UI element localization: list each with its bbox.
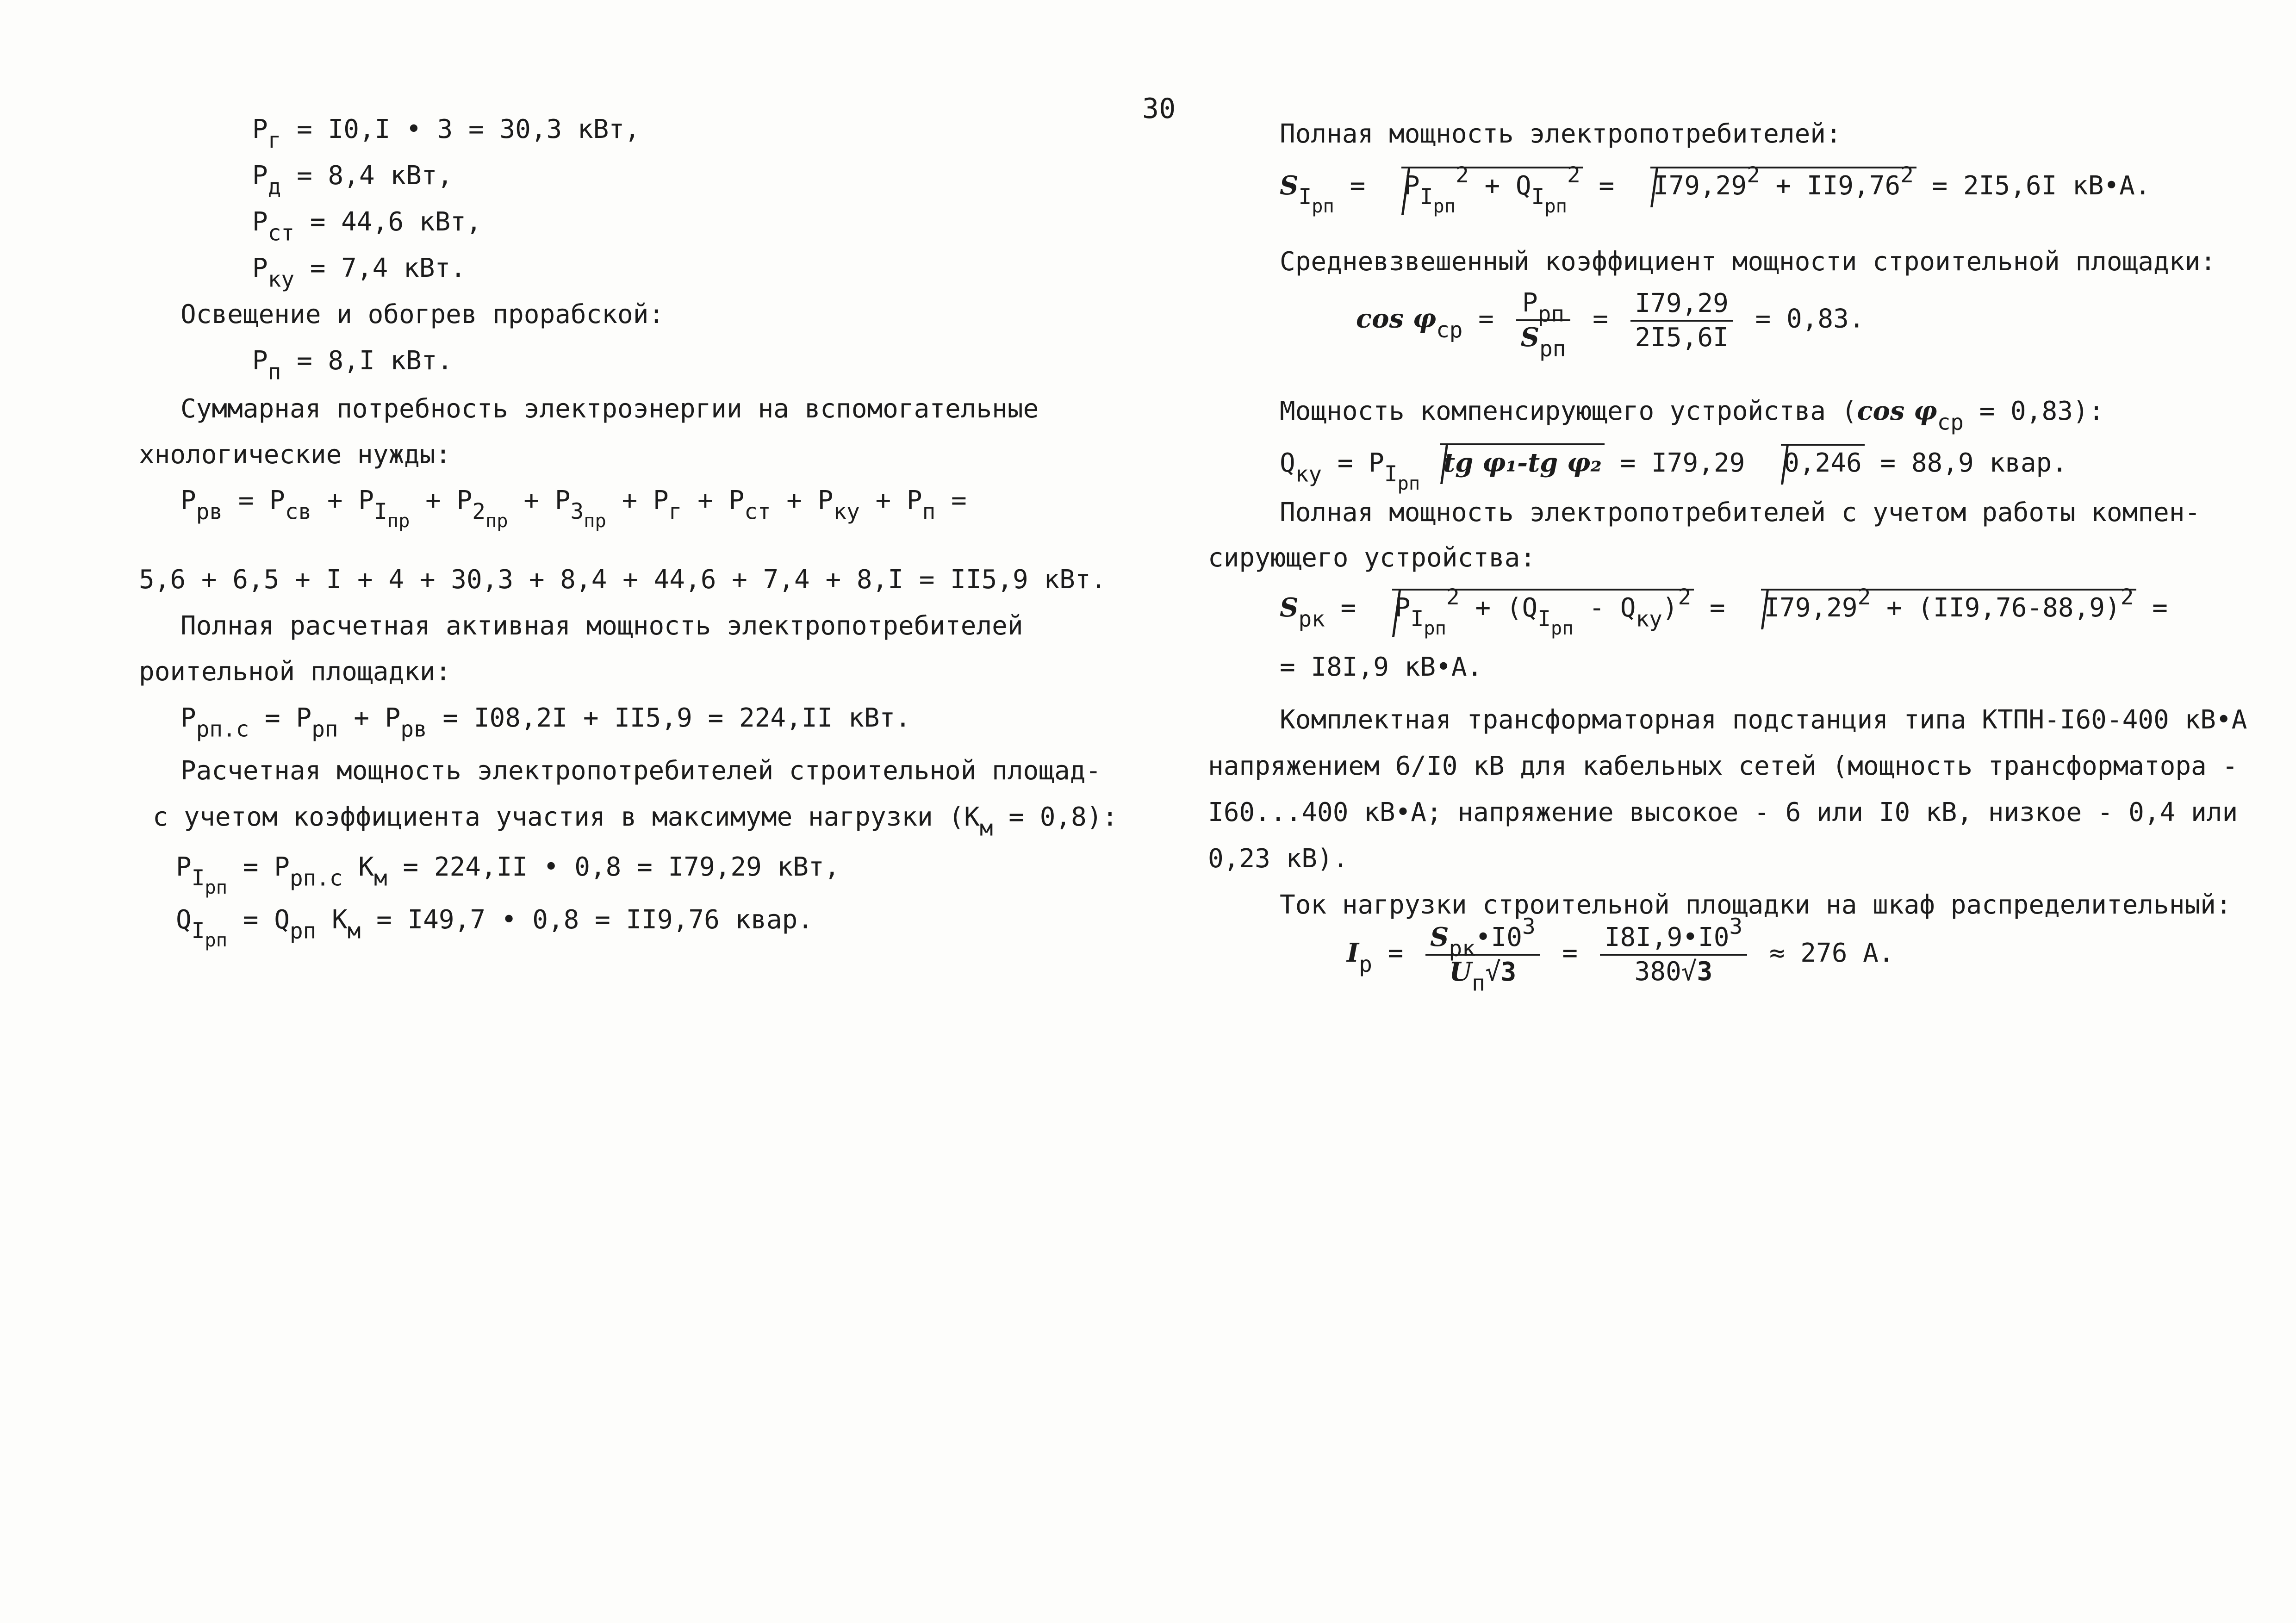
paragraph-full-power-comp-2: сирующего устройства:	[1208, 543, 1536, 573]
formula-p-p: $P_п = 8,I$ кВт.	[252, 346, 453, 385]
formula-p-st: $P_{ст} = 44,6$ кВт,	[252, 207, 482, 246]
formula-p-rv: $P_{рв} = P_{св} + P_{I_{пр}} + P_{2_{пр}} + P_{3_{пр}} + P_г + P_{ст} + P_{ку} + P_п$ =	[180, 485, 967, 532]
formula-p-g: $P_г = I0,I$ • 3 = 30,3 кВт,	[252, 114, 640, 154]
paragraph-full-power-consumers: Полная мощность электропотребителей:	[1280, 119, 1842, 149]
formula-i-p: $I_р$ = $\frac{S_{рк}•I0^3}{U_п√3}$ = $\frac{I8I,9•I0^3}{380√3}$ ≈ 276 А.	[1347, 914, 1894, 996]
formula-cos-phi: $\cos \varphi_{ср}$ = $\frac{P_{рп}}{S_{рп}}$ = $\frac{I79,29}{2I5,6I}$ = 0,83.	[1356, 288, 1865, 362]
paragraph-substation-3: I60...400 кВ•A; напряжение высокое - 6 или I0 кВ, низкое - 0,4 или	[1208, 797, 2238, 827]
paragraph-lighting: Освещение и обогрев прорабской:	[180, 299, 665, 330]
paragraph-full-power-comp-1: Полная мощность электропотребителей с учетом работы компен-	[1280, 497, 2201, 528]
formula-s-i-rp: $S_{I_{рп}} = P_{I_{рп}}^2 + Q_{I_{рп}}^2 = I79,29^2 + II9,76^2 = 2I5,6I$ кВ•А.	[1280, 162, 2151, 218]
paragraph-calc-power-2: с учетом коэффициента участия в максимуме нагрузки $(K_м = 0,8)$:	[153, 802, 1118, 841]
paragraph-full-power-1: Полная расчетная активная мощность электропотребителей	[180, 611, 1023, 641]
formula-p-i-rp: $P_{I_{рп}} = P_{рп.с}$ $K_м = 224,II$ • 0,8 = I79,29 кВт,	[176, 852, 840, 899]
formula-s-rk-result: = I8I,9 кВ•A.	[1280, 652, 1483, 682]
formula-q-ku: $Q_{ку} = P_{I_{рп}}tg$ φ₁-tg φ₂ = I79,29 0,246 = 88,9 квар.	[1280, 443, 2067, 484]
paragraph-full-power-2: роительной площадки:	[139, 657, 451, 687]
formula-p-rp-s: $P_{рп.с} = P_{рп} + P_{рв} = I08,2I + II5,9 = 224,II$ кВт.	[180, 703, 911, 742]
paragraph-calc-power-1: Расчетная мощность электропотребителей строительной площад-	[180, 756, 1101, 786]
formula-p-ku: $P_{ку} = 7,4$ кВт.	[252, 253, 466, 292]
formula-p-rv-sum: 5,6 + 6,5 + I + 4 + 30,3 + 8,4 + 44,6 + 7,4 + 8,I = II5,9 кВт.	[139, 565, 1107, 595]
paragraph-total-need-2: хнологические нужды:	[139, 440, 451, 470]
formula-s-rk: $S_{рк} = P_{I_{рп}}^2 + (Q_{I_{рп}} - Q_{ку})^2 = I79,29^2 + (II9,76-88,9)^2$ =	[1280, 584, 2168, 640]
page-number: 30	[1142, 93, 1176, 125]
paragraph-weighted-coef: Средневзвешенный коэффициент мощности строительной площадки:	[1280, 247, 2216, 277]
formula-q-i-rp: $Q_{I_{рп}} = Q_{рп}$ $K_м = I49,7$ • 0,8 = II9,76 квар.	[176, 905, 814, 951]
paragraph-substation-2: напряжением 6/I0 кВ для кабельных сетей (мощность трансформатора -	[1208, 751, 2238, 781]
paragraph-load-current: Ток нагрузки строительной площадки на шкаф распределительный:	[1280, 890, 2232, 920]
formula-p-d: $P_д = 8,4$ кВт,	[252, 161, 453, 200]
paragraph-total-need-1: Суммарная потребность электроэнергии на вспомогательные	[180, 394, 1039, 424]
paragraph-substation-1: Комплектная трансформаторная подстанция типа КТПН-I60-400 кВ•A	[1280, 705, 2247, 735]
paragraph-substation-4: 0,23 кВ).	[1208, 844, 1349, 874]
paragraph-comp-device: Мощность компенсирующего устройства (cos $\varphi_{ср} = 0,83$):	[1280, 396, 2104, 435]
